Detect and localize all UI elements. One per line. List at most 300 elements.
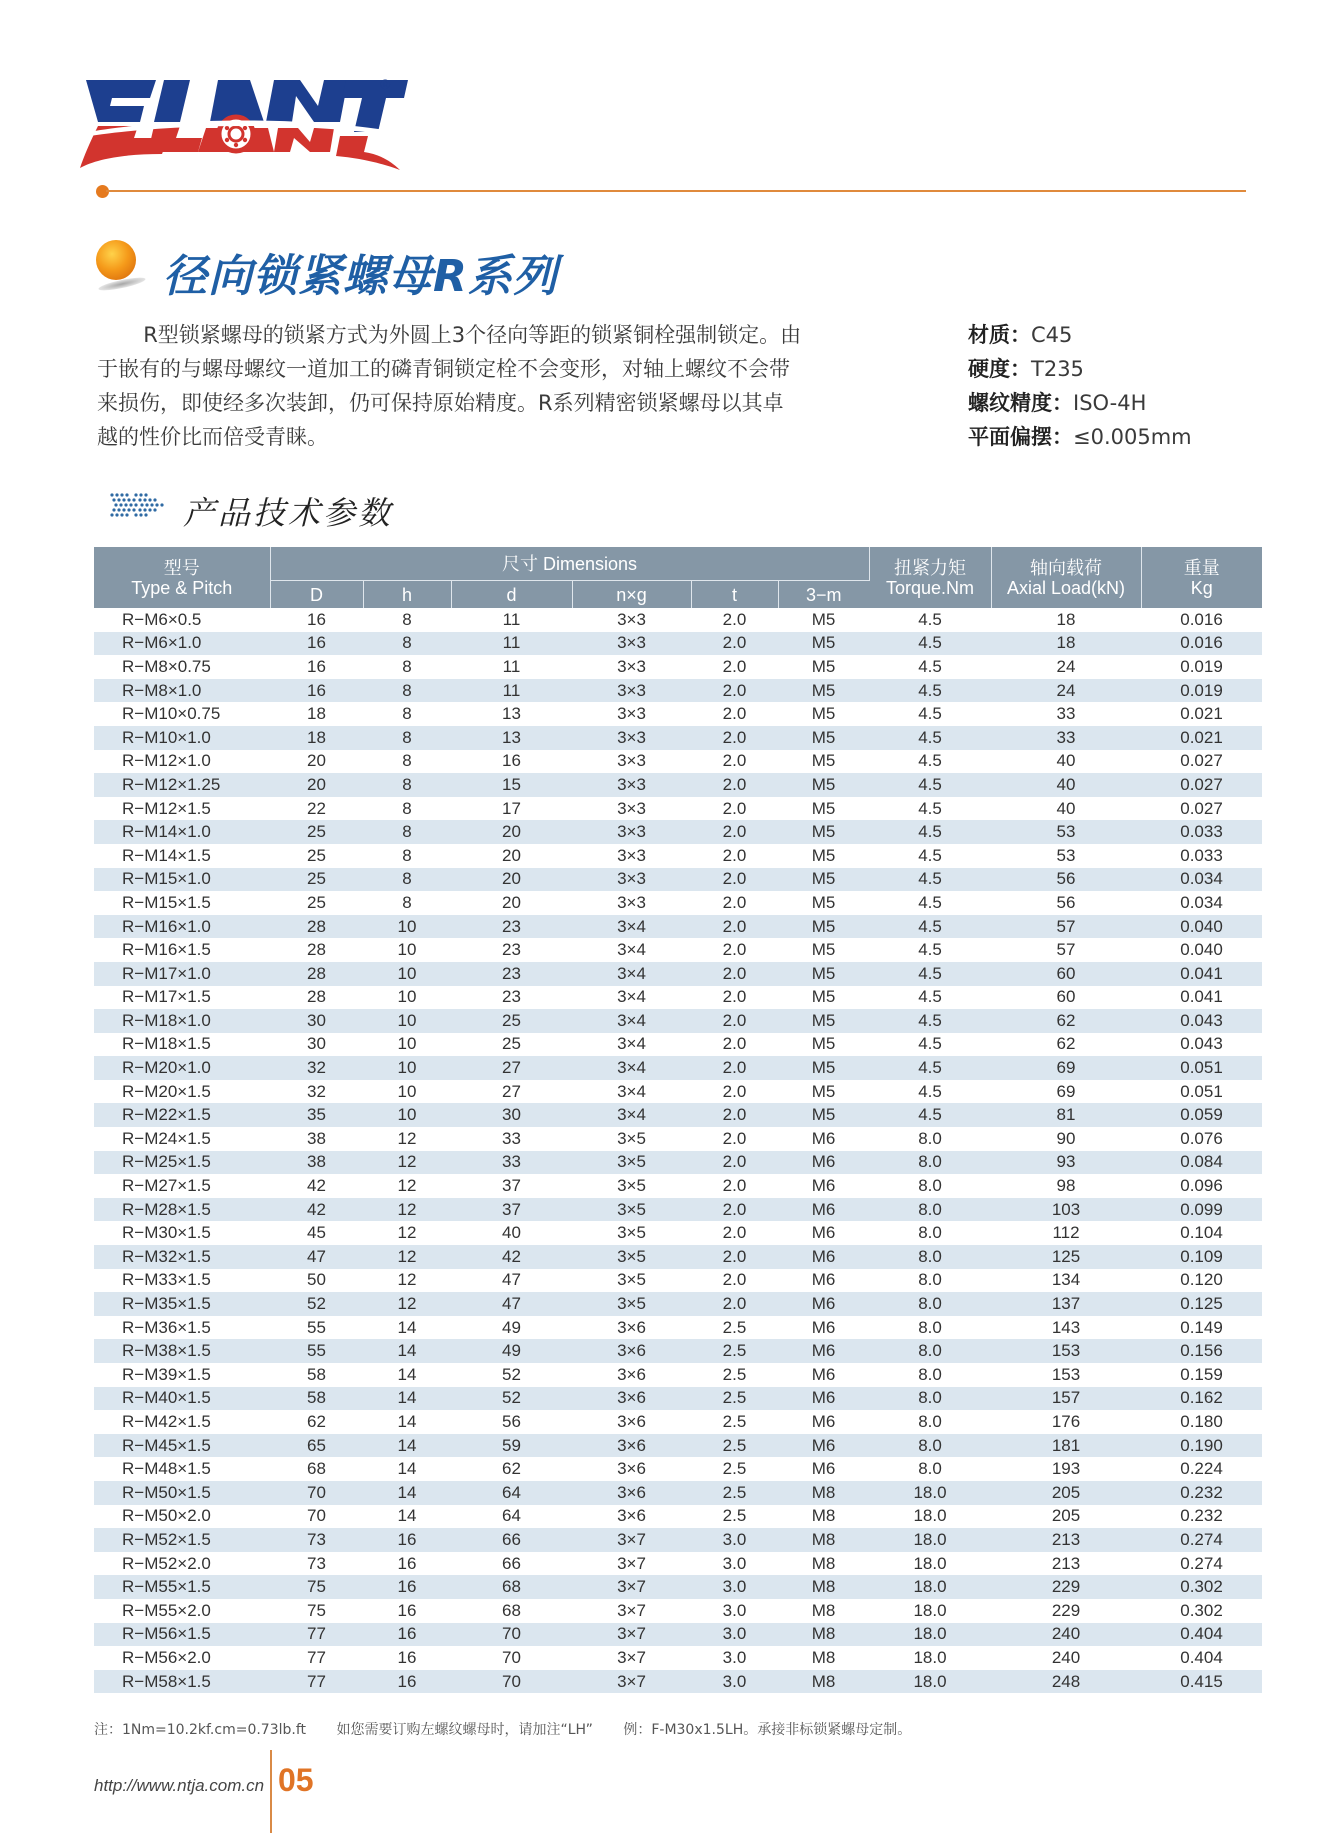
cell-3m: M5 bbox=[811, 845, 836, 865]
cell-D: 32 bbox=[270, 1056, 363, 1080]
cell-h: 8 bbox=[402, 609, 412, 629]
cell-type: R−M36×1.5 bbox=[122, 1317, 211, 1337]
cell-D: 73 bbox=[270, 1528, 363, 1552]
table-row bbox=[94, 797, 1262, 821]
cell-type: R−M12×1.5 bbox=[122, 798, 211, 818]
cell-nxg: 3×4 bbox=[572, 1103, 691, 1127]
cell-3m: M6 bbox=[811, 1128, 836, 1148]
cell-axial-load: 62 bbox=[1056, 1034, 1076, 1054]
cell-nxg: 3×3 bbox=[617, 609, 646, 629]
cell-torque: 4.5 bbox=[918, 940, 942, 960]
cell-3m: M5 bbox=[811, 892, 836, 912]
cell-weight: 0.051 bbox=[1180, 1081, 1223, 1101]
cell-type: R−M55×1.5 bbox=[94, 1575, 270, 1599]
cell-t: 2.0 bbox=[722, 987, 747, 1007]
cell-t: 2.0 bbox=[691, 820, 778, 844]
cell-D: 65 bbox=[270, 1434, 363, 1458]
cell-axial-load: 33 bbox=[991, 726, 1141, 750]
cell-weight: 0.059 bbox=[1141, 1103, 1262, 1127]
cell-weight: 0.302 bbox=[1141, 1575, 1262, 1599]
table-row bbox=[94, 1599, 1262, 1623]
cell-weight: 0.076 bbox=[1180, 1128, 1223, 1148]
cell-3m: M5 bbox=[811, 751, 836, 771]
cell-t: 2.0 bbox=[722, 1270, 747, 1290]
cell-d: 33 bbox=[451, 1151, 572, 1175]
cell-nxg: 3×6 bbox=[572, 1339, 691, 1363]
cell-type: R−M35×1.5 bbox=[94, 1292, 270, 1316]
table-row bbox=[94, 891, 1262, 915]
cell-weight: 0.019 bbox=[1180, 656, 1223, 676]
cell-nxg: 3×7 bbox=[617, 1647, 646, 1667]
cell-D: 70 bbox=[307, 1506, 326, 1526]
table-row bbox=[94, 820, 1262, 844]
page-number: 05 bbox=[278, 1762, 314, 1798]
cell-weight: 0.033 bbox=[1180, 845, 1223, 865]
dotted-arrow-icon bbox=[110, 492, 166, 522]
cell-t: 2.0 bbox=[691, 726, 778, 750]
table-row bbox=[94, 938, 1262, 962]
cell-torque: 4.5 bbox=[869, 632, 991, 656]
cell-3m: M6 bbox=[778, 1339, 869, 1363]
table-row bbox=[94, 868, 1262, 892]
cell-axial-load: 18 bbox=[1056, 609, 1076, 629]
cell-type: R−M17×1.0 bbox=[94, 962, 270, 986]
cell-h: 8 bbox=[363, 820, 451, 844]
cell-3m: M5 bbox=[778, 679, 869, 703]
cell-h: 14 bbox=[397, 1459, 417, 1479]
cell-torque: 18.0 bbox=[869, 1528, 991, 1552]
cell-torque: 8.0 bbox=[918, 1176, 942, 1196]
cell-d: 27 bbox=[502, 1081, 521, 1101]
cell-weight: 0.099 bbox=[1141, 1198, 1262, 1222]
cell-axial-load: 69 bbox=[991, 1056, 1141, 1080]
table-row bbox=[94, 1481, 1262, 1505]
cell-D: 30 bbox=[307, 1034, 326, 1054]
cell-D: 32 bbox=[307, 1081, 326, 1101]
cell-weight: 0.027 bbox=[1180, 798, 1223, 818]
cell-d: 17 bbox=[502, 798, 521, 818]
cell-nxg: 3×7 bbox=[572, 1575, 691, 1599]
cell-nxg: 3×4 bbox=[572, 1009, 691, 1033]
cell-h: 14 bbox=[397, 1506, 417, 1526]
table-row bbox=[94, 1245, 1262, 1269]
cell-t: 2.0 bbox=[722, 751, 747, 771]
cell-torque: 18.0 bbox=[913, 1553, 947, 1573]
header-h: h bbox=[363, 581, 451, 609]
cell-t: 2.0 bbox=[722, 892, 747, 912]
cell-h: 16 bbox=[363, 1528, 451, 1552]
cell-d: 66 bbox=[502, 1553, 521, 1573]
header-axial-en: Axial Load(kN) bbox=[1006, 577, 1126, 598]
cell-h: 12 bbox=[363, 1198, 451, 1222]
cell-torque: 4.5 bbox=[869, 679, 991, 703]
page-title: 径向锁紧螺母R系列 bbox=[163, 251, 558, 302]
table-row bbox=[94, 1103, 1262, 1127]
table-row bbox=[94, 1575, 1262, 1599]
cell-t: 2.0 bbox=[722, 798, 747, 818]
cell-t: 2.0 bbox=[691, 1056, 778, 1080]
cell-type: R−M14×1.5 bbox=[122, 845, 211, 865]
cell-h: 16 bbox=[363, 1575, 451, 1599]
cell-torque: 8.0 bbox=[869, 1245, 991, 1269]
cell-h: 10 bbox=[363, 1056, 451, 1080]
cell-3m: M8 bbox=[778, 1575, 869, 1599]
cell-weight: 0.041 bbox=[1141, 962, 1262, 986]
cell-D: 68 bbox=[307, 1459, 326, 1479]
cell-type: R−M58×1.5 bbox=[94, 1670, 270, 1694]
cell-3m: M6 bbox=[811, 1317, 836, 1337]
cell-3m: M5 bbox=[811, 798, 836, 818]
cell-nxg: 3×3 bbox=[572, 868, 691, 892]
footer-divider bbox=[270, 1750, 272, 1833]
cell-d: 52 bbox=[502, 1364, 521, 1384]
cell-weight: 0.027 bbox=[1180, 751, 1223, 771]
cell-nxg: 3×4 bbox=[572, 915, 691, 939]
spec-item bbox=[968, 318, 1192, 352]
spec-table bbox=[94, 547, 1262, 1693]
cell-t: 2.0 bbox=[691, 773, 778, 797]
cell-d: 37 bbox=[502, 1176, 521, 1196]
cell-D: 16 bbox=[270, 679, 363, 703]
cell-D: 50 bbox=[307, 1270, 326, 1290]
cell-axial-load: 193 bbox=[1051, 1459, 1081, 1479]
cell-3m: M5 bbox=[778, 773, 869, 797]
cell-type: R−M8×1.0 bbox=[94, 679, 270, 703]
cell-nxg: 3×4 bbox=[617, 940, 646, 960]
table-row bbox=[94, 679, 1262, 703]
cell-d: 11 bbox=[502, 609, 521, 629]
cell-D: 70 bbox=[270, 1481, 363, 1505]
cell-D: 20 bbox=[307, 751, 326, 771]
header-weight-cn: 重量 bbox=[1183, 557, 1220, 578]
table-row bbox=[94, 1528, 1262, 1552]
cell-3m: M5 bbox=[778, 915, 869, 939]
cell-D: 28 bbox=[307, 940, 326, 960]
cell-D: 73 bbox=[307, 1553, 326, 1573]
cell-D: 25 bbox=[307, 845, 326, 865]
cell-D: 77 bbox=[270, 1670, 363, 1694]
cell-weight: 0.034 bbox=[1180, 892, 1223, 912]
cell-D: 35 bbox=[270, 1103, 363, 1127]
cell-h: 10 bbox=[397, 987, 417, 1007]
cell-D: 16 bbox=[270, 632, 363, 656]
cell-torque: 8.0 bbox=[869, 1292, 991, 1316]
table-row bbox=[94, 773, 1262, 797]
cell-nxg: 3×3 bbox=[617, 751, 646, 771]
cell-t: 2.0 bbox=[691, 1009, 778, 1033]
cell-d: 23 bbox=[451, 915, 572, 939]
table-row bbox=[94, 632, 1262, 656]
note-conversion: 注：1Nm=10.2kf.cm=0.73lb.ft bbox=[94, 1722, 307, 1738]
cell-axial-load: 181 bbox=[991, 1434, 1141, 1458]
cell-type: R−M20×1.5 bbox=[122, 1081, 211, 1101]
header-torque-cn: 扭紧力矩 bbox=[894, 557, 967, 578]
cell-D: 28 bbox=[270, 962, 363, 986]
cell-axial-load: 240 bbox=[991, 1623, 1141, 1647]
cell-nxg: 3×3 bbox=[617, 892, 646, 912]
cell-t: 2.5 bbox=[722, 1459, 747, 1479]
cell-d: 37 bbox=[451, 1198, 572, 1222]
cell-torque: 8.0 bbox=[918, 1270, 942, 1290]
cell-h: 10 bbox=[397, 940, 417, 960]
cell-h: 10 bbox=[397, 1034, 417, 1054]
cell-3m: M8 bbox=[778, 1670, 869, 1694]
cell-h: 12 bbox=[397, 1223, 417, 1243]
cell-3m: M8 bbox=[811, 1600, 836, 1620]
cell-torque: 4.5 bbox=[869, 820, 991, 844]
cell-h: 14 bbox=[363, 1481, 451, 1505]
header-t: t bbox=[691, 581, 778, 609]
cell-t: 2.0 bbox=[691, 1292, 778, 1316]
cell-axial-load: 229 bbox=[991, 1575, 1141, 1599]
cell-3m: M6 bbox=[778, 1151, 869, 1175]
cell-nxg: 3×6 bbox=[572, 1481, 691, 1505]
cell-weight: 0.041 bbox=[1180, 987, 1223, 1007]
cell-type: R−M48×1.5 bbox=[122, 1459, 211, 1479]
cell-d: 11 bbox=[451, 679, 572, 703]
cell-torque: 4.5 bbox=[918, 704, 942, 724]
cell-axial-load: 69 bbox=[1056, 1081, 1076, 1101]
cell-3m: M8 bbox=[778, 1481, 869, 1505]
cell-axial-load: 18 bbox=[991, 632, 1141, 656]
cell-d: 62 bbox=[502, 1459, 521, 1479]
cell-t: 2.0 bbox=[691, 962, 778, 986]
cell-axial-load: 157 bbox=[991, 1387, 1141, 1411]
table-row bbox=[94, 986, 1262, 1010]
cell-torque: 8.0 bbox=[869, 1434, 991, 1458]
cell-t: 2.0 bbox=[691, 1103, 778, 1127]
cell-h: 12 bbox=[397, 1270, 417, 1290]
cell-axial-load: 57 bbox=[1056, 940, 1076, 960]
spec-list bbox=[968, 318, 1192, 454]
cell-type: R−M56×1.5 bbox=[94, 1623, 270, 1647]
cell-weight: 0.415 bbox=[1141, 1670, 1262, 1694]
cell-d: 25 bbox=[502, 1034, 521, 1054]
cell-type: R−M50×2.0 bbox=[122, 1506, 211, 1526]
cell-D: 22 bbox=[307, 798, 326, 818]
table-row bbox=[94, 1009, 1262, 1033]
cell-d: 11 bbox=[502, 656, 521, 676]
cell-t: 3.0 bbox=[722, 1647, 747, 1667]
cell-3m: M8 bbox=[811, 1647, 836, 1667]
cell-weight: 0.021 bbox=[1141, 726, 1262, 750]
cell-3m: M6 bbox=[811, 1223, 836, 1243]
table-row bbox=[94, 1151, 1262, 1175]
table-body bbox=[94, 608, 1262, 1693]
header-D: D bbox=[270, 581, 363, 609]
table-row bbox=[94, 702, 1262, 726]
cell-3m: M6 bbox=[778, 1245, 869, 1269]
cell-D: 52 bbox=[270, 1292, 363, 1316]
cell-axial-load: 40 bbox=[1056, 751, 1076, 771]
cell-t: 2.0 bbox=[722, 704, 747, 724]
cell-D: 28 bbox=[307, 987, 326, 1007]
cell-3m: M6 bbox=[778, 1292, 869, 1316]
cell-torque: 4.5 bbox=[918, 751, 942, 771]
cell-torque: 4.5 bbox=[869, 1056, 991, 1080]
cell-axial-load: 53 bbox=[1056, 845, 1076, 865]
spec-label: 硬度： bbox=[968, 357, 1031, 381]
cell-d: 20 bbox=[451, 868, 572, 892]
table-row bbox=[94, 1080, 1262, 1104]
cell-weight: 0.016 bbox=[1180, 609, 1223, 629]
cell-nxg: 3×3 bbox=[572, 820, 691, 844]
cell-3m: M5 bbox=[778, 726, 869, 750]
cell-weight: 0.040 bbox=[1141, 915, 1262, 939]
cell-nxg: 3×3 bbox=[617, 798, 646, 818]
cell-weight: 0.404 bbox=[1141, 1623, 1262, 1647]
cell-h: 14 bbox=[397, 1411, 417, 1431]
cell-axial-load: 62 bbox=[991, 1009, 1141, 1033]
cell-weight: 0.232 bbox=[1180, 1506, 1223, 1526]
cell-weight: 0.084 bbox=[1141, 1151, 1262, 1175]
header-dimensions: 尺寸 Dimensions bbox=[270, 547, 869, 581]
cell-h: 10 bbox=[397, 1081, 417, 1101]
cell-torque: 8.0 bbox=[869, 1198, 991, 1222]
cell-nxg: 3×3 bbox=[617, 704, 646, 724]
table-row bbox=[94, 1292, 1262, 1316]
cell-t: 2.0 bbox=[691, 1245, 778, 1269]
cell-nxg: 3×6 bbox=[617, 1364, 646, 1384]
cell-d: 25 bbox=[451, 1009, 572, 1033]
table-row bbox=[94, 1033, 1262, 1057]
cell-axial-load: 57 bbox=[991, 915, 1141, 939]
website-link[interactable]: http://www.ntja.com.cn bbox=[94, 1776, 265, 1795]
cell-type: R−M10×0.75 bbox=[122, 704, 221, 724]
cell-nxg: 3×7 bbox=[572, 1528, 691, 1552]
cell-type: R−M40×1.5 bbox=[94, 1387, 270, 1411]
cell-type: R−M18×1.0 bbox=[94, 1009, 270, 1033]
cell-d: 33 bbox=[502, 1128, 521, 1148]
cell-t: 2.5 bbox=[722, 1411, 747, 1431]
intro-paragraph: R型锁紧螺母的锁紧方式为外圆上3个径向等距的锁紧铜栓强制锁定。由于嵌有的与螺母螺纹一道加工的磷青铜锁定栓不会变形，对轴上螺纹不会带来损伤，即使经多次装卸，仍可保持原始精度。R系列精密锁紧螺母以其卓越的性价比而倍受青睐。 bbox=[97, 323, 802, 449]
cell-axial-load: 229 bbox=[1051, 1600, 1081, 1620]
cell-D: 55 bbox=[270, 1339, 363, 1363]
cell-weight: 0.159 bbox=[1180, 1364, 1223, 1384]
cell-axial-load: 205 bbox=[991, 1481, 1141, 1505]
cell-type: R−M20×1.0 bbox=[94, 1056, 270, 1080]
cell-h: 8 bbox=[363, 773, 451, 797]
cell-3m: M5 bbox=[811, 1081, 836, 1101]
cell-axial-load: 81 bbox=[991, 1103, 1141, 1127]
cell-type: R−M16×1.5 bbox=[122, 940, 211, 960]
header-d: d bbox=[451, 581, 572, 609]
cell-D: 16 bbox=[307, 656, 326, 676]
cell-D: 25 bbox=[307, 892, 326, 912]
cell-nxg: 3×7 bbox=[572, 1623, 691, 1647]
cell-D: 47 bbox=[270, 1245, 363, 1269]
cell-h: 14 bbox=[363, 1434, 451, 1458]
cell-nxg: 3×5 bbox=[617, 1128, 646, 1148]
cell-D: 38 bbox=[307, 1128, 326, 1148]
cell-t: 2.0 bbox=[722, 609, 747, 629]
cell-t: 3.0 bbox=[722, 1553, 747, 1573]
cell-h: 16 bbox=[363, 1623, 451, 1647]
cell-weight: 0.180 bbox=[1180, 1411, 1223, 1431]
cell-h: 8 bbox=[402, 704, 412, 724]
cell-type: R−M28×1.5 bbox=[94, 1198, 270, 1222]
cell-3m: M8 bbox=[778, 1623, 869, 1647]
cell-3m: M5 bbox=[778, 1056, 869, 1080]
cell-weight: 0.027 bbox=[1141, 773, 1262, 797]
cell-D: 58 bbox=[270, 1387, 363, 1411]
spec-value: T235 bbox=[1031, 357, 1084, 381]
cell-nxg: 3×4 bbox=[572, 1056, 691, 1080]
cell-3m: M6 bbox=[811, 1176, 836, 1196]
cell-h: 16 bbox=[397, 1647, 417, 1667]
table-row bbox=[94, 608, 1262, 632]
cell-t: 2.0 bbox=[691, 868, 778, 892]
cell-t: 2.0 bbox=[722, 1176, 747, 1196]
cell-weight: 0.096 bbox=[1180, 1176, 1223, 1196]
cell-type: R−M32×1.5 bbox=[94, 1245, 270, 1269]
elant-logo bbox=[78, 72, 408, 172]
cell-nxg: 3×7 bbox=[617, 1600, 646, 1620]
cell-h: 14 bbox=[363, 1339, 451, 1363]
cell-nxg: 3×5 bbox=[617, 1223, 646, 1243]
cell-axial-load: 248 bbox=[991, 1670, 1141, 1694]
cell-axial-load: 60 bbox=[991, 962, 1141, 986]
cell-t: 2.0 bbox=[722, 1081, 747, 1101]
header-axial-load bbox=[991, 547, 1141, 608]
cell-axial-load: 205 bbox=[1051, 1506, 1081, 1526]
cell-h: 8 bbox=[363, 868, 451, 892]
cell-weight: 0.109 bbox=[1141, 1245, 1262, 1269]
cell-type: R−M8×0.75 bbox=[122, 656, 211, 676]
table-row bbox=[94, 1505, 1262, 1529]
cell-d: 64 bbox=[451, 1481, 572, 1505]
cell-t: 2.0 bbox=[722, 1223, 747, 1243]
cell-3m: M5 bbox=[778, 868, 869, 892]
cell-torque: 8.0 bbox=[869, 1151, 991, 1175]
cell-nxg: 3×5 bbox=[617, 1270, 646, 1290]
header-nxg: n×g bbox=[572, 581, 691, 609]
table-row bbox=[94, 1198, 1262, 1222]
cell-type: R−M14×1.0 bbox=[94, 820, 270, 844]
cell-nxg: 3×6 bbox=[617, 1317, 646, 1337]
table-row bbox=[94, 1670, 1262, 1694]
cell-t: 3.0 bbox=[722, 1600, 747, 1620]
cell-d: 16 bbox=[502, 751, 521, 771]
cell-axial-load: 56 bbox=[1056, 892, 1076, 912]
cell-torque: 4.5 bbox=[869, 1009, 991, 1033]
table-row bbox=[94, 1174, 1262, 1198]
cell-d: 20 bbox=[502, 892, 521, 912]
cell-3m: M5 bbox=[811, 609, 836, 629]
cell-type: R−M30×1.5 bbox=[122, 1223, 211, 1243]
table-row bbox=[94, 1127, 1262, 1151]
cell-torque: 8.0 bbox=[869, 1387, 991, 1411]
spec-label: 平面偏摆： bbox=[968, 425, 1073, 449]
cell-weight: 0.016 bbox=[1141, 632, 1262, 656]
cell-type: R−M25×1.5 bbox=[94, 1151, 270, 1175]
cell-t: 2.0 bbox=[691, 632, 778, 656]
cell-nxg: 3×4 bbox=[617, 1034, 646, 1054]
cell-type: R−M52×1.5 bbox=[94, 1528, 270, 1552]
cell-3m: M8 bbox=[778, 1528, 869, 1552]
cell-torque: 18.0 bbox=[869, 1623, 991, 1647]
cell-nxg: 3×4 bbox=[572, 962, 691, 986]
cell-axial-load: 40 bbox=[991, 773, 1141, 797]
cell-torque: 4.5 bbox=[918, 798, 942, 818]
cell-nxg: 3×5 bbox=[617, 1176, 646, 1196]
cell-weight: 0.040 bbox=[1180, 940, 1223, 960]
cell-torque: 18.0 bbox=[869, 1481, 991, 1505]
table-row bbox=[94, 1056, 1262, 1080]
cell-t: 2.5 bbox=[691, 1339, 778, 1363]
cell-type: R−M39×1.5 bbox=[122, 1364, 211, 1384]
cell-d: 15 bbox=[451, 773, 572, 797]
